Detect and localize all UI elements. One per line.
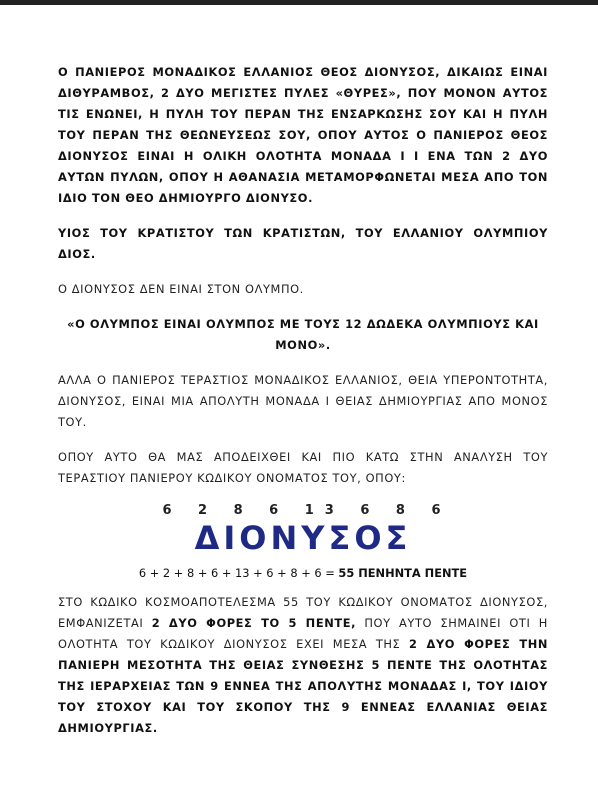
paragraph-unique-unity: ΑΛΛΑ Ο ΠΑΝΙΕΡΟΣ ΤΕΡΑΣΤΙΟΣ ΜΟΝΑΔΙΚΟΣ ΕΛΛΑΝΙΟΣ, ΘΕΙΑ ΥΠΕΡΟΝΤΟΤΗΤΑ, ΔΙΟΝΥΣΟΣ, ΕΙΝΑΙ ΜΙΑ ΑΠΟΛΥΤΗ ΜΟΝΑΔΑ Ι ΘΕΙΑΣ ΔΗΜΙΟΥΡΓΙΑΣ ΑΠΟ ΜΟΝΟΣ ΤΟΥ.: [58, 373, 548, 429]
dionysos-heading: ΔΙΟΝΥΣΟΣ: [194, 519, 412, 557]
paragraph-not-on-olympus: Ο ΔΙΟΝΥΣΟΣ ΔΕΝ ΕΙΝΑΙ ΣΤΟΝ ΟΛΥΜΠΟ.: [58, 282, 304, 296]
paragraph-conclusion: [58, 592, 548, 739]
paragraph-olympus-quote: «Ο ΟΛΥΜΠΟΣ ΕΙΝΑΙ ΟΛΥΜΠΟΣ ΜΕ ΤΟΥΣ 12 ΔΩΔΕΚΑ ΟΛΥΜΠΙΟΥΣ ΚΑΙ ΜΟΝΟ».: [67, 317, 539, 352]
top-edge-bar: [0, 0, 598, 5]
document-page: [58, 62, 548, 753]
letter-code-digits: 6 2 8 6 13 6 8 6: [162, 503, 452, 518]
paragraph-son-of-zeus: ΥΙΟΣ ΤΟΥ ΚΡΑΤΙΣΤΟΥ ΤΩΝ ΚΡΑΤΙΣΤΩΝ, ΤΟΥ ΕΛΛΑΝΙΟΥ ΟΛΥΜΠΙΟΥ ΔΙΟΣ.: [58, 226, 548, 261]
conclusion-part-b: 2 ΔΥΟ ΦΟΡΕΣ ΤΟ 5 ΠΕΝΤΕ,: [151, 616, 357, 630]
conclusion-part-c: ΠΟΥ ΑΥΤΟ ΣΗΜΑΙΝΕΙ ΟΤΙ Η ΟΛΟΤΗΤΑ ΤΟΥ ΚΩΔΙΚΟΥ ΔΙΟΝΥΣΟΣ ΕΧΕΙ ΜΕΣΑ ΤΗΣ: [58, 616, 548, 651]
paragraph-intro: Ο ΠΑΝΙΕΡΟΣ ΜΟΝΑΔΙΚΟΣ ΕΛΛΑΝΙΟΣ ΘΕΟΣ ΔΙΟΝΥΣΟΣ, ΔΙΚΑΙΩΣ ΕΙΝΑΙ ΔΙΘΥΡΑΜΒΟΣ, 2 ΔΥΟ ΜΕΓΙΣΤΕΣ ΠΥΛΕΣ «ΘΥΡΕΣ», ΠΟΥ ΜΟΝΟΝ ΑΥΤΟΣ ΤΙΣ ΕΝΩΝΕΙ, Η ΠΥΛΗ ΤΟΥ ΠΕΡΑΝ ΤΗΣ ΕΝΣΑΡΚΩΣΗΣ ΣΟΥ ΚΑΙ Η ΠΥΛΗ ΤΟΥ ΠΕΡΑΝ ΤΗΣ ΘΕΩΝΕΥΣΕΩΣ ΣΟΥ, ΟΠΟΥ ΑΥΤΟΣ Ο ΠΑΝΙΕΡΟΣ ΘΕΟΣ ΔΙΟΝΥΣΟΣ ΕΙΝΑΙ Η ΟΛΙΚΗ ΟΛΟΤΗΤΑ ΜΟΝΑΔΑ Ι Ι ΕΝΑ ΤΩΝ 2 ΔΥΟ ΑΥΤΩΝ ΠΥΛΩΝ, ΟΠΟΥ Η ΑΘΑΝΑΣΙΑ ΜΕΤΑΜΟΡΦΩΝΕΤΑΙ ΜΕΣΑ ΑΠΟ ΤΟΝ ΙΔΙΟ ΤΟΝ ΘΕΟ ΔΗΜΙΟΥΡΓΟ ΔΙΟΝΥΣΟ.: [58, 65, 548, 205]
sum-expression: 6 + 2 + 8 + 6 + 13 + 6 + 8 + 6 =: [138, 566, 335, 580]
sum-result: 55 ΠΕΝΗΝΤΑ ΠΕΝΤΕ: [338, 566, 468, 580]
conclusion-part-a: ΣΤΟ ΚΩΔΙΚΟ ΚΟΣΜΟΑΠΟΤΕΛΕΣΜΑ 55 ΤΟΥ ΚΩΔΙΚΟΥ ΟΝΟΜΑΤΟΣ ΔΙΟΝΥΣΟΣ, ΕΜΦΑΝΙΖΕΤΑΙ: [58, 595, 548, 630]
conclusion-part-d: 2 ΔΥΟ ΦΟΡΕΣ ΤΗΝ ΠΑΝΙΕΡΗ ΜΕΣΟΤΗΤΑ ΤΗΣ ΘΕΙΑΣ ΣΥΝΘΕΣΗΣ 5 ΠΕΝΤΕ ΤΗΣ ΟΛΟΤΗΤΑΣ ΤΗΣ ΙΕΡΑΡΧΕΙΑΣ ΤΩΝ 9 ΕΝΝΕΑ ΤΗΣ ΑΠΟΛΥΤΗΣ ΜΟΝΑΔΑΣ Ι, ΤΟΥ ΙΔΙΟΥ ΤΟΥ ΣΤΟΧΟΥ ΚΑΙ ΤΟΥ ΣΚΟΠΟΥ ΤΗΣ 9 ΕΝΝΕΑΣ ΕΛΛΑΝΙΑΣ ΘΕΙΑΣ ΔΗΜΙΟΥΡΓΙΑΣ.: [58, 637, 548, 735]
code-sum-line: [58, 566, 548, 580]
paragraph-analysis-intro: ΟΠΟΥ ΑΥΤΟ ΘΑ ΜΑΣ ΑΠΟΔΕΙΧΘΕΙ ΚΑΙ ΠΙΟ ΚΑΤΩ ΣΤΗΝ ΑΝΑΛΥΣΗ ΤΟΥ ΤΕΡΑΣΤΙΟΥ ΠΑΝΙΕΡΟΥ ΚΩΔΙΚΟΥ ΟΝΟΜΑΤΟΣ ΤΟΥ, ΟΠΟΥ:: [58, 450, 548, 485]
